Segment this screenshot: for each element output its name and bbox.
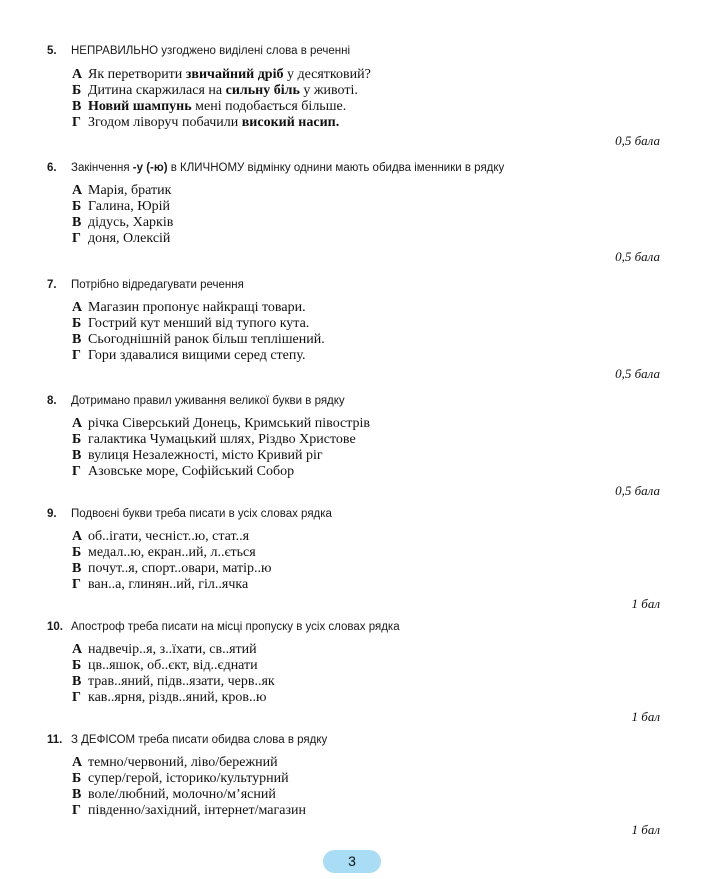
option-text: дідусь, Харків [88,215,174,230]
question-points: 1 бал [631,709,660,724]
option-text: надвечір..я, з..їхати, св..ятий [88,642,257,657]
question-8-heading [47,395,345,407]
option-letter: В [72,674,82,689]
question-number: 11. [47,734,63,746]
question-7-heading [47,279,244,291]
option-a [72,416,370,432]
options-list [72,755,306,819]
option-highlight: Новий шампунь [88,99,192,114]
option-text: у животі. [299,83,358,98]
option-h [72,803,306,819]
option-text: супер/герой, історико/культурний [88,771,289,786]
option-letter: Б [72,83,82,98]
option-text: Гострий кут менший від тупого кута. [88,316,310,331]
option-text: південно/західний, інтернет/магазин [88,803,306,818]
question-number: 10. [47,621,63,633]
option-letter: А [72,642,83,657]
question-11-heading [47,734,327,746]
option-b [72,658,275,674]
option-v [72,787,306,803]
question-points: 0,5 бала [615,133,660,148]
option-letter: В [72,215,82,230]
question-points: 1 бал [631,596,660,611]
question-number: 7. [47,279,57,291]
option-letter: В [72,787,82,802]
option-letter: А [72,416,83,431]
question-number: 6. [47,162,57,174]
question-prompt: Апостроф треба писати на місці пропуску в усіх словах рядка [71,621,400,633]
option-text: кав..ярня, різдв..яний, кров..ю [88,690,267,705]
question-number: 8. [47,395,57,407]
option-text: Дитина скаржилася на [88,83,226,98]
question-points: 0,5 бала [615,366,660,381]
question-10-heading [47,621,400,633]
option-text: Галина, Юрій [88,199,171,214]
options-list [72,67,371,131]
option-text: Марія, братик [88,183,172,198]
option-highlight: звичайний дріб [185,67,284,82]
option-letter: Б [72,545,82,560]
option-text: Магазин пропонує найкращі товари. [88,300,306,315]
option-letter: А [72,183,83,198]
option-text: галактика Чумацький шлях, Різдво Христове [88,432,356,447]
option-h [72,231,173,247]
question-prompt: Закінчення [71,162,133,174]
option-text: мені подобається більше. [191,99,347,114]
option-h [72,348,325,364]
question-prompt: Дотримано правил уживання великої букви в рядку [71,395,345,407]
option-text: цв..яшок, об..єкт, від..єднати [88,658,258,673]
option-text: ван..а, глинян..ий, гіл..ячка [88,577,249,592]
option-letter: Г [72,577,81,592]
option-text: почут..я, спорт..овари, матір..ю [88,561,272,576]
option-text: у десятковий? [283,67,371,82]
question-prompt: в КЛИЧНОМУ відмінку однини мають обидва іменники в рядку [167,162,505,174]
option-text: темно/червоний, ліво/бережний [88,755,278,770]
option-letter: А [72,755,83,770]
option-text: доня, Олексій [88,231,171,246]
option-b [72,316,325,332]
option-letter: Г [72,464,81,479]
option-h [72,690,275,706]
options-list [72,416,370,480]
question-5-heading [47,45,350,57]
option-letter: Б [72,432,82,447]
option-letter: Г [72,115,81,130]
question-number: 9. [47,508,57,520]
option-letter: А [72,529,83,544]
option-text: річка Сіверський Донець, Кримський півострів [88,416,371,431]
question-prompt: Подвоєні букви треба писати в усіх словах рядка [71,508,332,520]
option-v [72,561,271,577]
option-letter: Г [72,690,81,705]
option-v [72,215,173,231]
question-prompt: НЕПРАВИЛЬНО узгоджено виділені слова в реченні [71,45,351,57]
option-text: трав..яний, підв..язати, черв..як [88,674,275,689]
option-text: воле/любний, молочно/м’ясний [88,787,276,802]
question-number: 5. [47,45,57,57]
option-b [72,432,370,448]
option-letter: А [72,300,83,315]
option-text: об..ігати, чесніст..ю, стат..я [88,529,250,544]
option-a [72,642,275,658]
option-letter: Г [72,803,81,818]
option-highlight: високий насип. [241,115,340,130]
option-v [72,99,371,115]
option-h [72,577,271,593]
option-text: Гори здавалися вищими серед степу. [88,348,306,363]
option-text: Сьогоднішній ранок більш теплішений. [88,332,325,347]
question-6-heading [47,162,504,174]
option-text: вулиця Незалежності, місто Кривий ріг [88,448,323,463]
option-b [72,545,271,561]
question-prompt-highlight: -у (-ю) [132,162,168,174]
option-letter: Б [72,316,82,331]
option-a [72,183,173,199]
question-prompt: З ДЕФІСОМ треба писати обидва слова в рядку [71,734,328,746]
option-letter: Б [72,199,82,214]
option-text: Згодом ліворуч побачили [88,115,242,130]
option-text: Азовське море, Софійський Собор [88,464,295,479]
option-letter: В [72,561,82,576]
page-number: 3 [323,850,381,873]
option-b [72,199,173,215]
option-v [72,332,325,348]
option-v [72,674,275,690]
question-9-heading [47,508,332,520]
option-a [72,300,325,316]
options-list [72,642,275,706]
option-letter: А [72,67,83,82]
option-letter: Г [72,348,81,363]
question-prompt: Потрібно відредагувати речення [71,279,244,291]
options-list [72,529,271,593]
option-letter: Г [72,231,81,246]
option-letter: В [72,332,82,347]
option-a [72,67,371,83]
question-points: 0,5 бала [615,483,660,498]
question-points: 0,5 бала [615,249,660,264]
option-letter: Б [72,658,82,673]
option-h [72,464,370,480]
option-letter: Б [72,771,82,786]
option-text: медал..ю, екран..ий, л..ється [88,545,256,560]
option-v [72,448,370,464]
option-highlight: сильну біль [225,83,300,98]
question-points: 1 бал [631,822,660,837]
options-list [72,300,325,364]
option-text: Як перетворити [88,67,186,82]
option-b [72,771,306,787]
options-list [72,183,173,247]
option-h [72,115,371,131]
option-b [72,83,371,99]
option-letter: В [72,99,82,114]
option-a [72,529,271,545]
option-letter: В [72,448,82,463]
option-a [72,755,306,771]
